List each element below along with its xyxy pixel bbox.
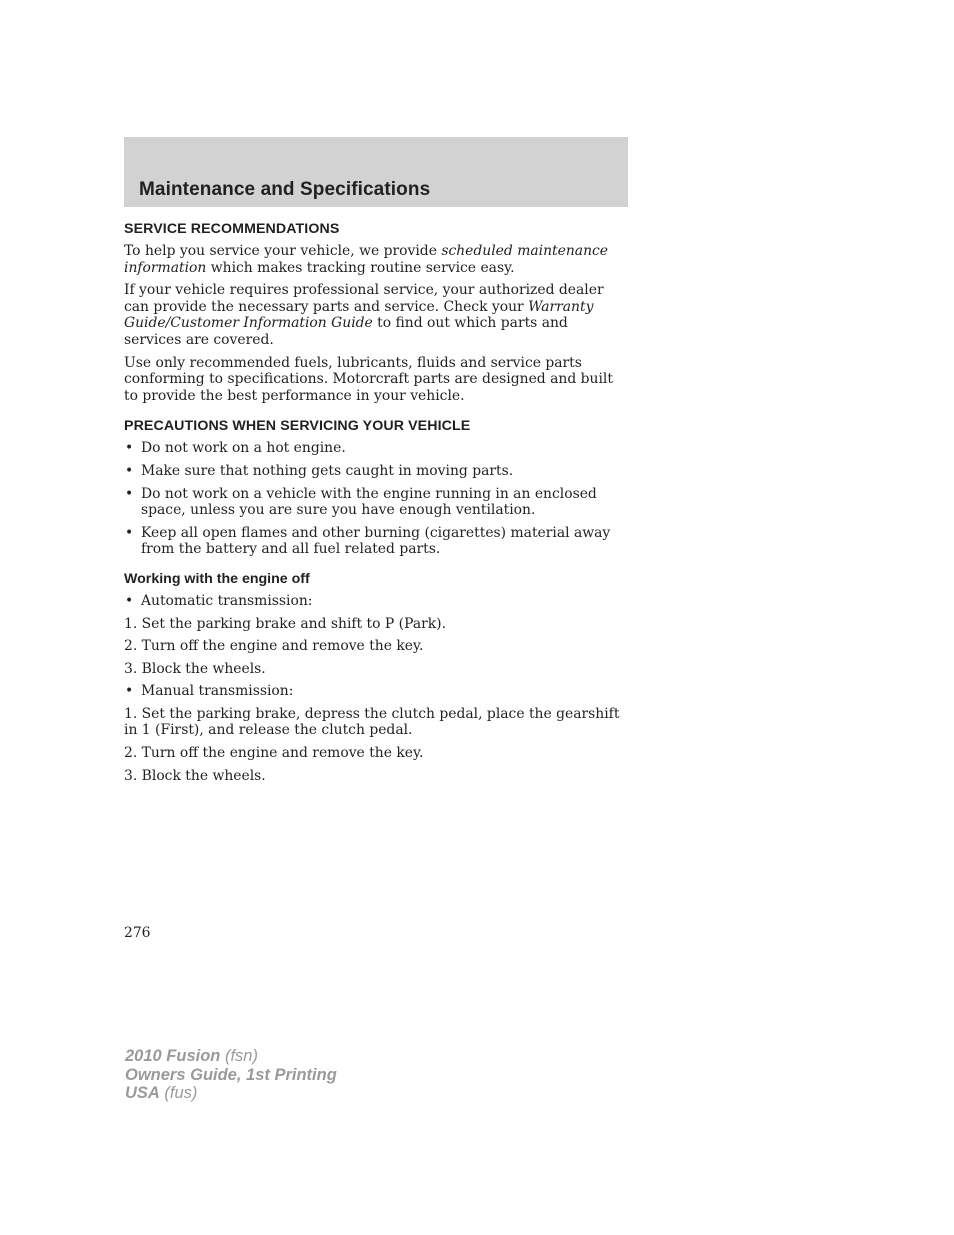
footer-guide-line: Owners Guide, 1st Printing xyxy=(125,1065,337,1084)
bullet-icon: • xyxy=(125,524,134,541)
section-title: Maintenance and Specifications xyxy=(139,179,431,200)
footer-model-line: 2010 Fusion (fsn) xyxy=(125,1047,258,1065)
service-paragraph-2: If your vehicle requires professional service, your authorized dealer can provide the necessary parts and service. Check your Warranty Guide/Customer Information Guide to find out which parts and services are covered. xyxy=(124,282,604,348)
service-paragraph-1: To help you service your vehicle, we provide scheduled maintenance information which makes tracking routine service easy. xyxy=(124,243,609,276)
section-header-band xyxy=(124,137,628,207)
engine-off-heading: Working with the engine off xyxy=(124,570,310,587)
bullet-icon: • xyxy=(125,592,134,609)
bullet-icon: • xyxy=(125,683,134,700)
bullet-icon: • xyxy=(125,485,134,502)
automatic-step: 2. Turn off the engine and remove the key. xyxy=(124,638,424,655)
precautions-list xyxy=(124,440,624,558)
precautions-heading: PRECAUTIONS WHEN SERVICING YOUR VEHICLE xyxy=(124,418,471,435)
automatic-transmission-item: • Automatic transmission: xyxy=(125,592,313,609)
automatic-step: 1. Set the parking brake and shift to P (Park). xyxy=(124,615,446,632)
scheduled-maintenance-term: scheduled maintenance information xyxy=(124,243,609,276)
manual-step: 1. Set the parking brake, depress the clutch pedal, place the gearshift in 1 (First), and release the clutch pedal. xyxy=(124,705,620,739)
document-footer xyxy=(125,1047,337,1103)
manual-transmission-item: • Manual transmission: xyxy=(125,683,294,700)
list-item: • Do not work on a vehicle with the engine running in an enclosed space, unless you are sure you have enough ventilation. xyxy=(125,485,597,519)
bullet-icon: • xyxy=(125,440,134,457)
service-recommendations-heading: SERVICE RECOMMENDATIONS xyxy=(124,221,340,237)
warranty-guide-term: Warranty Guide/Customer Information Guide xyxy=(124,298,594,332)
manual-step: 3. Block the wheels. xyxy=(124,767,266,784)
footer-region-line: USA (fus) xyxy=(125,1084,198,1102)
list-item: • Make sure that nothing gets caught in moving parts. xyxy=(125,462,514,479)
manual-step: 2. Turn off the engine and remove the key. xyxy=(124,745,424,762)
bullet-icon: • xyxy=(125,462,134,479)
automatic-step: 3. Block the wheels. xyxy=(124,660,266,677)
list-item: • Do not work on a hot engine. xyxy=(125,440,346,457)
page-content xyxy=(124,220,624,790)
service-paragraph-3: Use only recommended fuels, lubricants, fluids and service parts conforming to specifications. Motorcraft parts are designed and built to provide the best performance in your vehicle. xyxy=(124,354,613,404)
page-number: 276 xyxy=(124,925,151,941)
list-item: • Keep all open flames and other burning (cigarettes) material away from the battery and all fuel related parts. xyxy=(125,524,611,558)
